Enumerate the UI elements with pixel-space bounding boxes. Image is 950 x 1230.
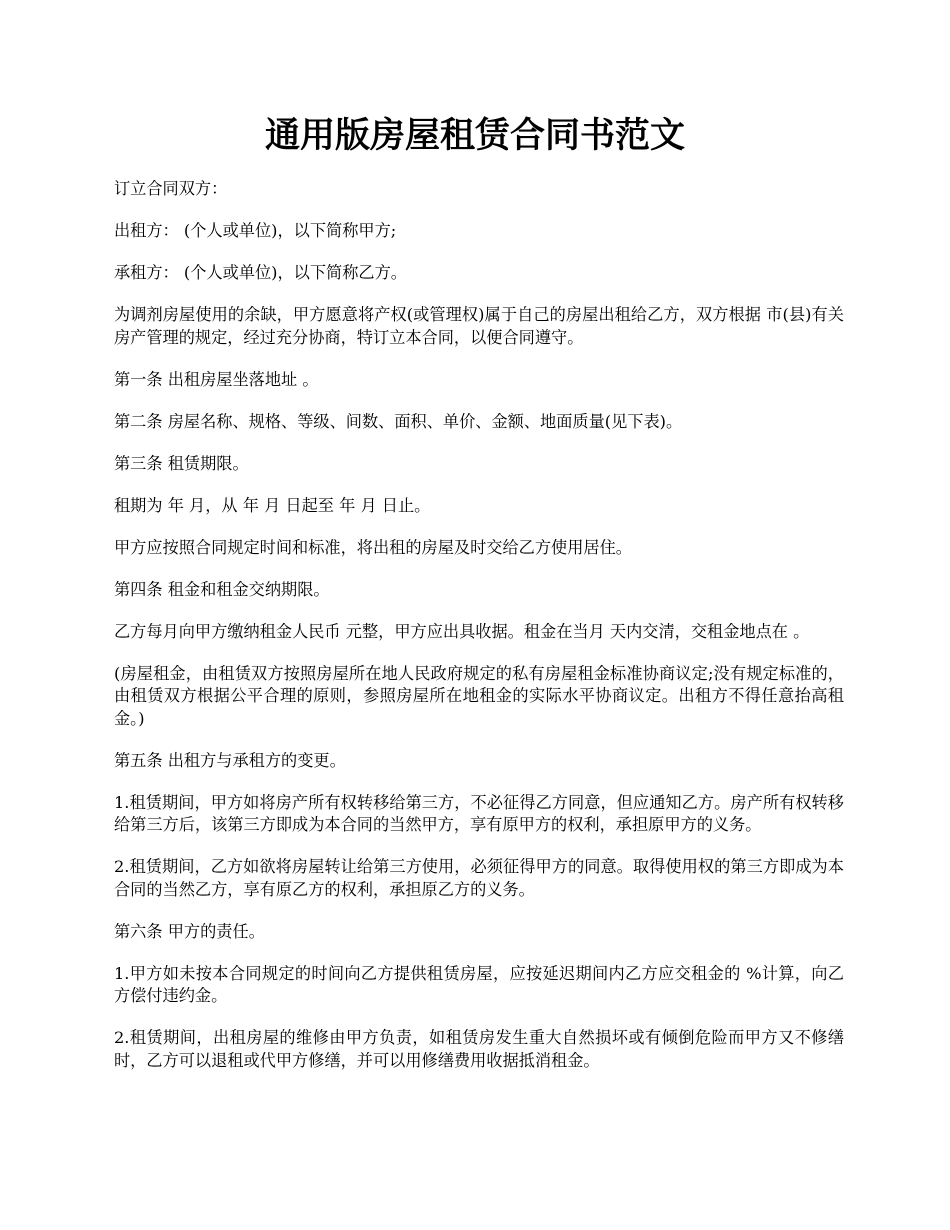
paragraph-lease-term: 租期为 年 月，从 年 月 日起至 年 月 日止。 xyxy=(114,495,431,515)
paragraph-article-2: 第二条 房屋名称、规格、等级、间数、面积、单价、金额、地面质量(见下表)。 xyxy=(114,411,683,431)
paragraph-article-3: 第三条 租赁期限。 xyxy=(114,453,249,473)
paragraph-lessor: 出租方： (个人或单位)，以下简称甲方; xyxy=(114,221,397,240)
paragraph-change-2: 2.租赁期间，乙方如欲将房屋转让给第三方使用，必须征得甲方的同意。取得使用权的第三方即成为本合同的当然乙方，享有原乙方的权利，承担原乙方的义务。 xyxy=(114,857,844,899)
paragraph-preamble: 为调剂房屋使用的余缺，甲方愿意将产权(或管理权)属于自己的房屋出租给乙方，双方根据 市(县)有关房产管理的规定，经过充分协商，特订立本合同，以便合同遵守。 xyxy=(114,305,844,347)
paragraph-article-5: 第五条 出租方与承租方的变更。 xyxy=(114,750,346,770)
paragraph-delivery: 甲方应按照合同规定时间和标准，将出租的房屋及时交给乙方使用居住。 xyxy=(114,537,632,557)
paragraph-duty-1: 1.甲方如未按本合同规定的时间向乙方提供租赁房屋，应按延迟期间内乙方应交租金的 %计算，向乙方偿付违约金。 xyxy=(114,963,844,1005)
paragraph-article-6: 第六条 甲方的责任。 xyxy=(114,921,265,941)
paragraph-parties-intro: 订立合同双方： xyxy=(114,179,228,198)
document-body xyxy=(114,178,844,1092)
paragraph-rent-note: (房屋租金，由租赁双方按照房屋所在地人民政府规定的私有房屋租金标准协商议定;没有规定标准的，由租赁双方根据公平合理的原则，参照房屋所在地租金的实际水平协商议定。出租方不得任意抬高租金。) xyxy=(114,663,844,728)
paragraph-article-4: 第四条 租金和租金交纳期限。 xyxy=(114,579,330,599)
paragraph-duty-2: 2.租赁期间，出租房屋的维修由甲方负责，如租赁房发生重大自然损坏或有倾倒危险而甲方又不修缮时，乙方可以退租或代甲方修缮，并可以用修缮费用收据抵消租金。 xyxy=(114,1028,844,1070)
paragraph-change-1: 1.租赁期间，甲方如将房产所有权转移给第三方，不必征得乙方同意，但应通知乙方。房产所有权转移给第三方后，该第三方即成为本合同的当然甲方，享有原甲方的权利，承担原甲方的义务。 xyxy=(114,792,844,834)
paragraph-lessee: 承租方： (个人或单位)，以下简称乙方。 xyxy=(114,263,407,282)
paragraph-article-1: 第一条 出租房屋坐落地址 。 xyxy=(114,369,319,389)
paragraph-rent-payment: 乙方每月向甲方缴纳租金人民币 元整，甲方应出具收据。租金在当月 天内交清，交租金地点在 。 xyxy=(114,621,810,641)
document-title: 通用版房屋租赁合同书范文 xyxy=(264,116,685,156)
